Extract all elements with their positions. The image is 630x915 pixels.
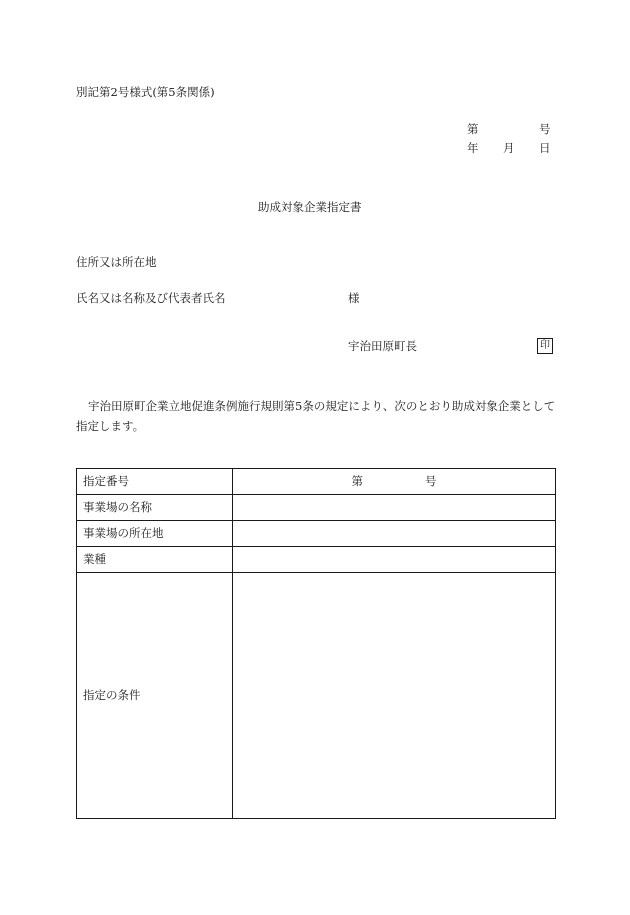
date-year: 年	[467, 141, 479, 155]
seal-stamp: 印	[537, 338, 553, 354]
date-month: 月	[503, 141, 515, 155]
issuer-name: 宇治田原町長	[348, 339, 417, 353]
row-label: 事業場の所在地	[77, 521, 233, 547]
table-row	[77, 469, 556, 495]
table-row	[77, 495, 556, 521]
honorific: 様	[348, 291, 360, 305]
date-day: 日	[539, 141, 551, 155]
industry-cell	[233, 547, 556, 573]
row-label: 業種	[77, 547, 233, 573]
body-paragraph: 宇治田原町企業立地促進条例施行規則第5条の規定により、次のとおり助成対象企業として指定します。	[76, 399, 556, 433]
row-label: 指定の条件	[77, 573, 233, 819]
designation-number-prefix: 第	[351, 473, 363, 488]
designation-table	[76, 468, 556, 819]
name-label: 氏名又は名称及び代表者氏名	[76, 291, 226, 305]
form-reference: 別記第2号様式(第5条関係)	[76, 85, 215, 99]
number-prefix: 第	[467, 122, 479, 136]
conditions-cell	[233, 573, 556, 819]
address-label: 住所又は所在地	[76, 255, 157, 269]
designation-number-cell	[233, 469, 556, 495]
number-suffix: 号	[539, 122, 551, 136]
table-row	[77, 573, 556, 819]
table-row	[77, 547, 556, 573]
row-label: 事業場の名称	[77, 495, 233, 521]
facility-name-cell	[233, 495, 556, 521]
designation-number-suffix: 号	[425, 473, 437, 488]
document-title: 助成対象企業指定書	[258, 200, 362, 214]
table-row	[77, 521, 556, 547]
row-label: 指定番号	[77, 469, 233, 495]
facility-location-cell	[233, 521, 556, 547]
seal-mark	[537, 338, 553, 354]
